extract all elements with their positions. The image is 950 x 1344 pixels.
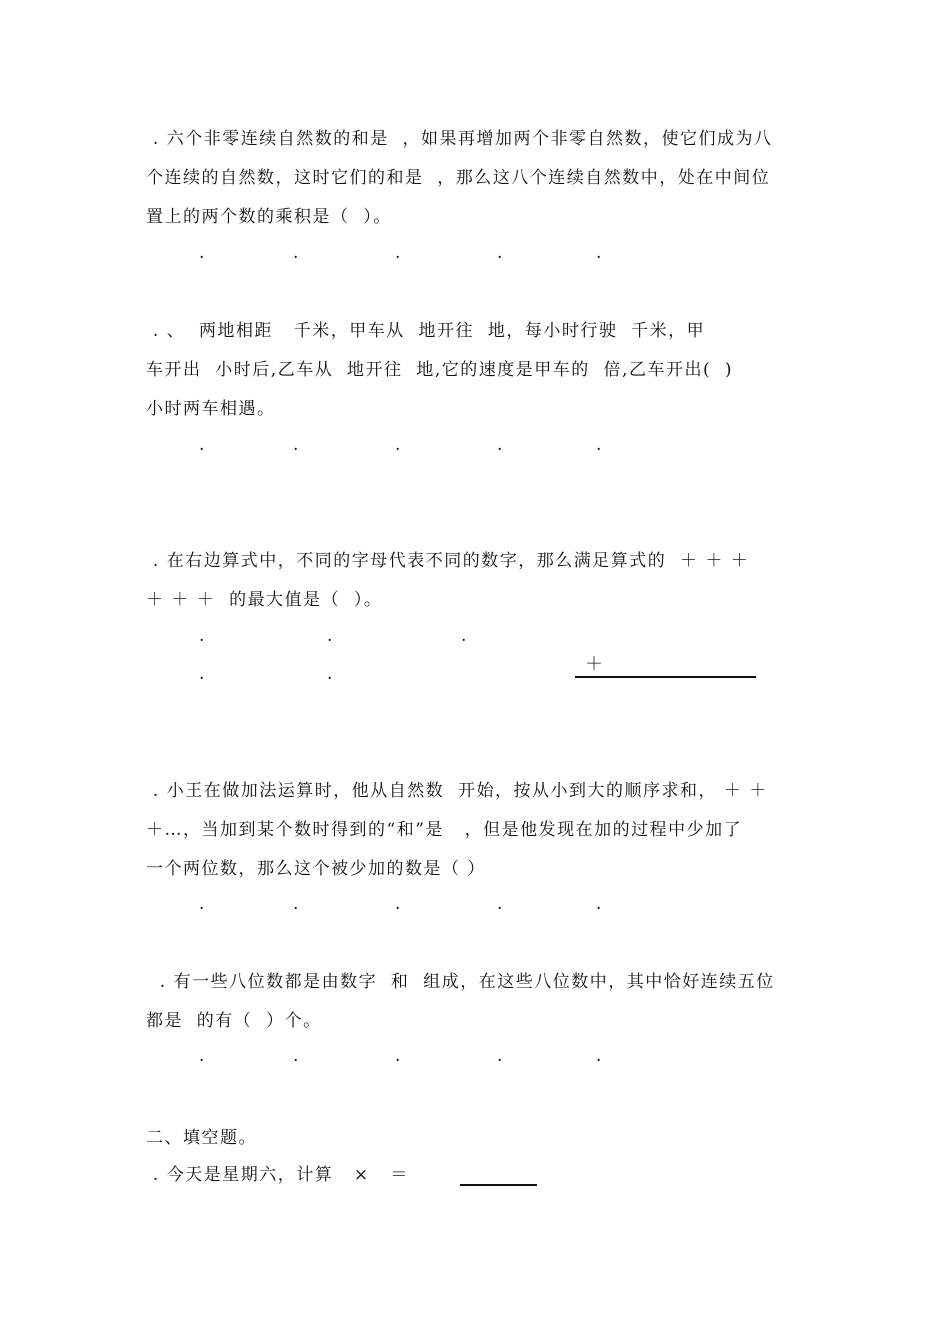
question-2-line-1: . 、 两地相距 千米，甲车从 地开往 地，每小时行驶 千米，甲 xyxy=(146,321,706,341)
option-a: . xyxy=(199,626,205,646)
option-d: . xyxy=(497,1046,503,1066)
question-4-line-2: ＋…，当加到某个数时得到的“和”是 ，但是他发现在加的过程中少加了 xyxy=(146,820,743,840)
option-b: . xyxy=(293,1046,299,1066)
option-c: . xyxy=(395,435,401,455)
option-e: . xyxy=(596,894,602,914)
question-3-line-1: . 在右边算式中，不同的字母代表不同的数字，那么满足算式的 ＋ ＋ ＋ xyxy=(146,551,750,571)
question-1-line-1: . 六个非零连续自然数的和是 ，如果再增加两个非零自然数，使它们成为八 xyxy=(146,129,773,149)
option-a: . xyxy=(199,894,205,914)
option-b: . xyxy=(293,243,299,263)
question-4-line-3: 一个两位数，那么这个被少加的数是（ ） xyxy=(146,859,486,879)
option-b: . xyxy=(293,435,299,455)
question-5-line-1: . 有一些八位数都是由数字 和 组成，在这些八位数中，其中恰好连续五位 xyxy=(146,972,775,992)
option-d: . xyxy=(497,243,503,263)
answer-blank[interactable] xyxy=(460,1184,537,1186)
option-a: . xyxy=(199,243,205,263)
option-d: . xyxy=(497,894,503,914)
option-c: . xyxy=(395,894,401,914)
option-a: . xyxy=(199,1046,205,1066)
option-e: . xyxy=(596,243,602,263)
question-3-line-2: ＋ ＋ ＋ 的最大值是（ ）。 xyxy=(146,590,383,610)
option-b: . xyxy=(327,626,333,646)
question-5-line-2: 都是 的有（ ）个。 xyxy=(146,1011,322,1031)
addition-figure-plus: ＋ xyxy=(585,654,603,675)
option-c: . xyxy=(461,626,467,646)
option-c: . xyxy=(395,243,401,263)
option-a: . xyxy=(199,435,205,455)
question-2-line-2: 车开出 小时后,乙车从 地开往 地,它的速度是甲车的 倍,乙车开出( ) xyxy=(146,360,734,380)
option-e: . xyxy=(596,1046,602,1066)
option-e: . xyxy=(596,435,602,455)
section-heading: 二、填空题。 xyxy=(146,1128,257,1148)
question-1-line-2: 个连续的自然数，这时它们的和是 ，那么这八个连续自然数中，处在中间位 xyxy=(146,168,771,188)
option-e: . xyxy=(327,664,333,684)
addition-figure-rule xyxy=(575,676,756,678)
option-b: . xyxy=(293,894,299,914)
question-4-line-1: . 小王在做加法运算时，他从自然数 开始，按从小到大的顺序求和， ＋ ＋ xyxy=(146,781,768,801)
question-2-line-3: 小时两车相遇。 xyxy=(146,399,276,419)
option-c: . xyxy=(395,1046,401,1066)
option-d: . xyxy=(497,435,503,455)
option-d: . xyxy=(199,664,205,684)
question-1-line-3: 置上的两个数的乘积是（ ）。 xyxy=(146,207,392,227)
fill-question-1: . 今天是星期六，计算 × ＝ xyxy=(146,1165,409,1185)
